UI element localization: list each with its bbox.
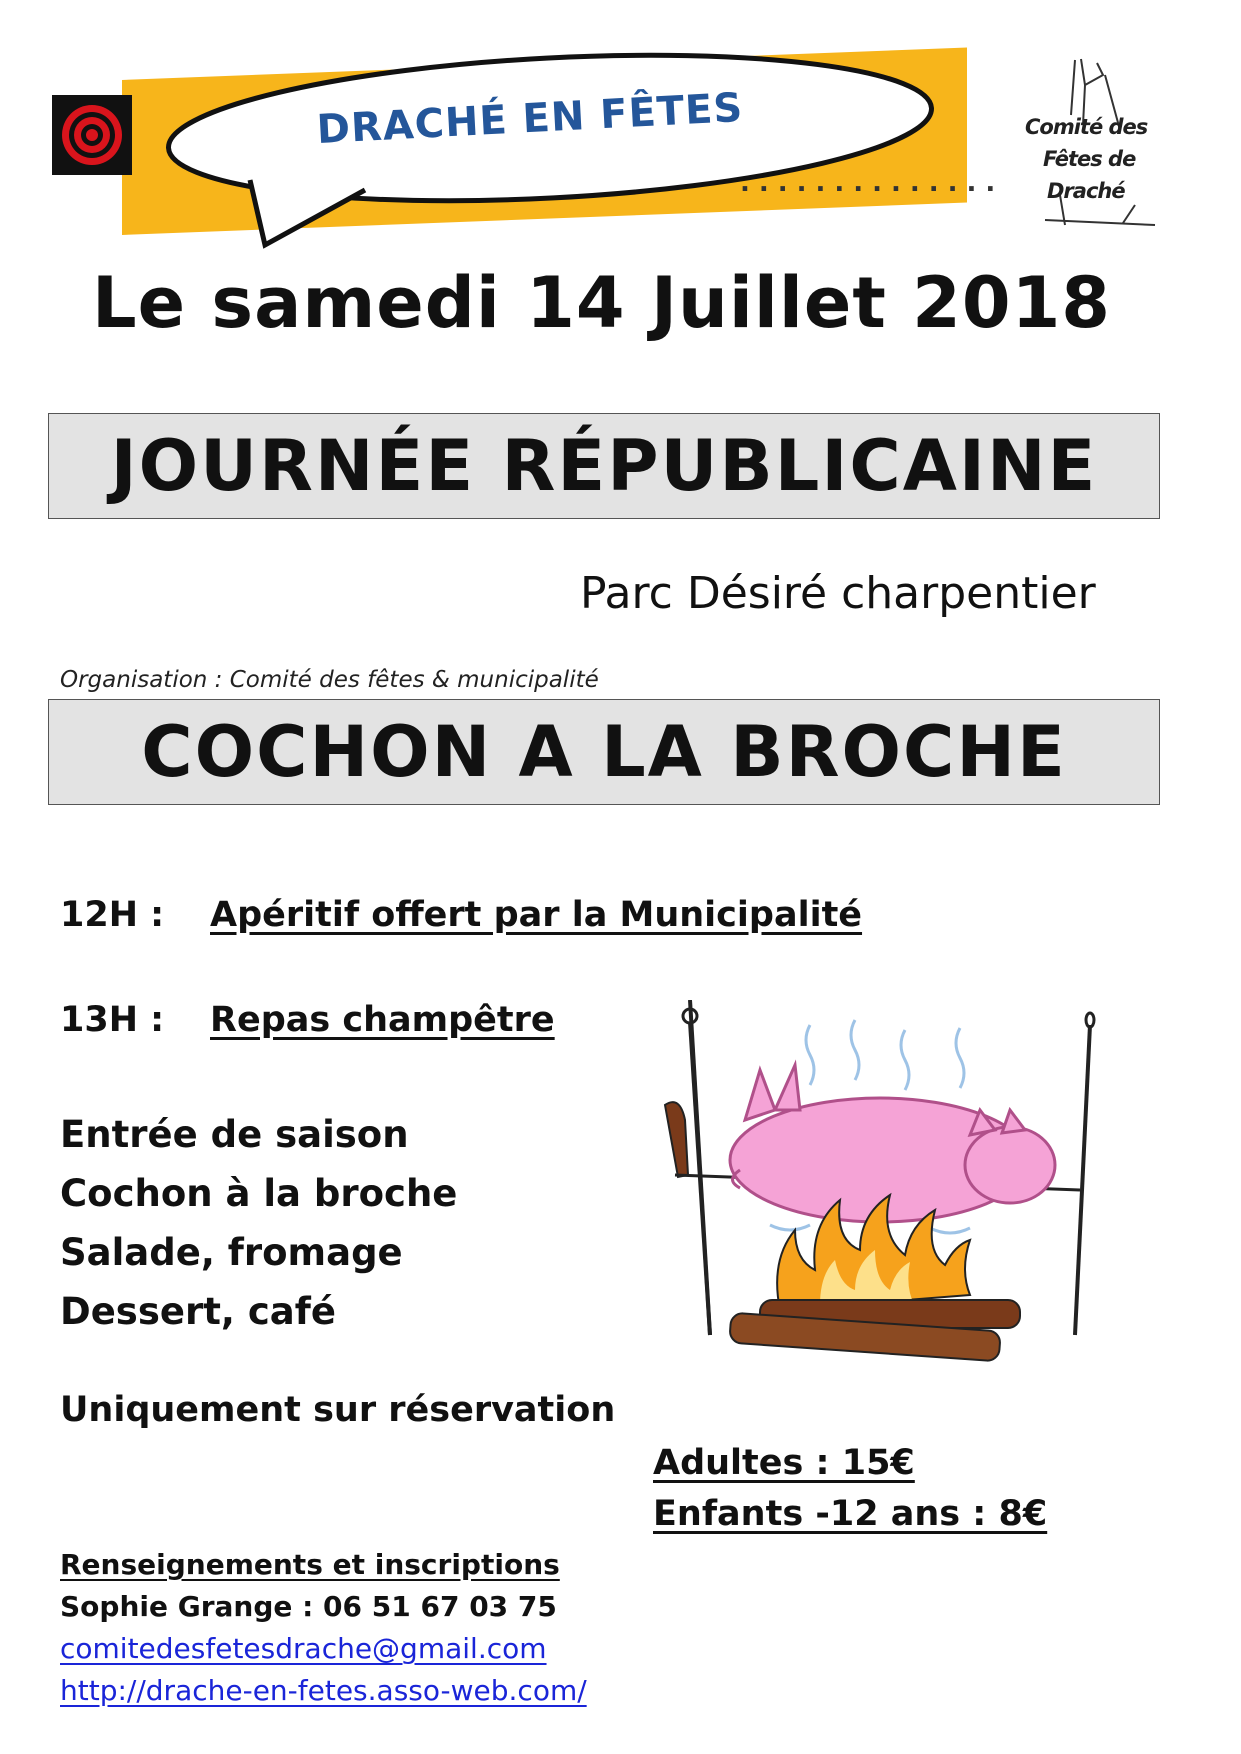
logo-line-1: Comité des xyxy=(1025,115,1148,139)
target-icon xyxy=(52,95,132,175)
venue: Parc Désiré charpentier xyxy=(580,568,1096,619)
schedule-time: 13H : xyxy=(60,1000,165,1040)
meal-title-box xyxy=(48,699,1160,805)
meal-title: COCHON A LA BROCHE xyxy=(141,711,1067,793)
event-title-box xyxy=(48,413,1160,519)
committee-logo xyxy=(1025,55,1175,230)
schedule-item xyxy=(60,1000,555,1040)
logo-line-3: Draché xyxy=(1047,179,1125,203)
menu-item: Salade, fromage xyxy=(60,1231,403,1274)
event-title: JOURNÉE RÉPUBLICAINE xyxy=(110,425,1098,507)
website-link[interactable]: http://drache-en-fetes.asso-web.com/ xyxy=(60,1674,587,1707)
organisation-note: Organisation : Comité des fêtes & municipalité xyxy=(60,667,599,693)
event-date: Le samedi 14 Juillet 2018 xyxy=(91,262,1111,344)
logo-line-2: Fêtes de xyxy=(1043,147,1136,171)
dotted-leader: .............. xyxy=(740,168,1005,198)
price-adults: Adultes : 15€ xyxy=(653,1443,915,1483)
schedule-activity: Repas champêtre xyxy=(210,1000,555,1040)
price-children: Enfants -12 ans : 8€ xyxy=(653,1494,1048,1534)
menu-item: Dessert, café xyxy=(60,1290,336,1333)
menu-list xyxy=(60,1105,457,1341)
roasting-pig-icon xyxy=(650,1000,1120,1390)
schedule-item xyxy=(60,895,862,935)
banner-title: DRACHÉ EN FÊTES xyxy=(315,84,745,154)
reservation-note: Uniquement sur réservation xyxy=(60,1390,616,1430)
menu-item: Cochon à la broche xyxy=(60,1172,458,1215)
menu-item: Entrée de saison xyxy=(60,1113,409,1156)
schedule-time: 12H : xyxy=(60,895,165,935)
contact-name-phone: Sophie Grange : 06 51 67 03 75 xyxy=(60,1590,557,1623)
contact-heading: Renseignements et inscriptions xyxy=(60,1548,560,1581)
schedule-activity: Apéritif offert par la Municipalité xyxy=(210,895,863,935)
contact-block xyxy=(60,1544,587,1712)
contact-email-link[interactable]: comitedesfetesdrache@gmail.com xyxy=(60,1632,547,1665)
